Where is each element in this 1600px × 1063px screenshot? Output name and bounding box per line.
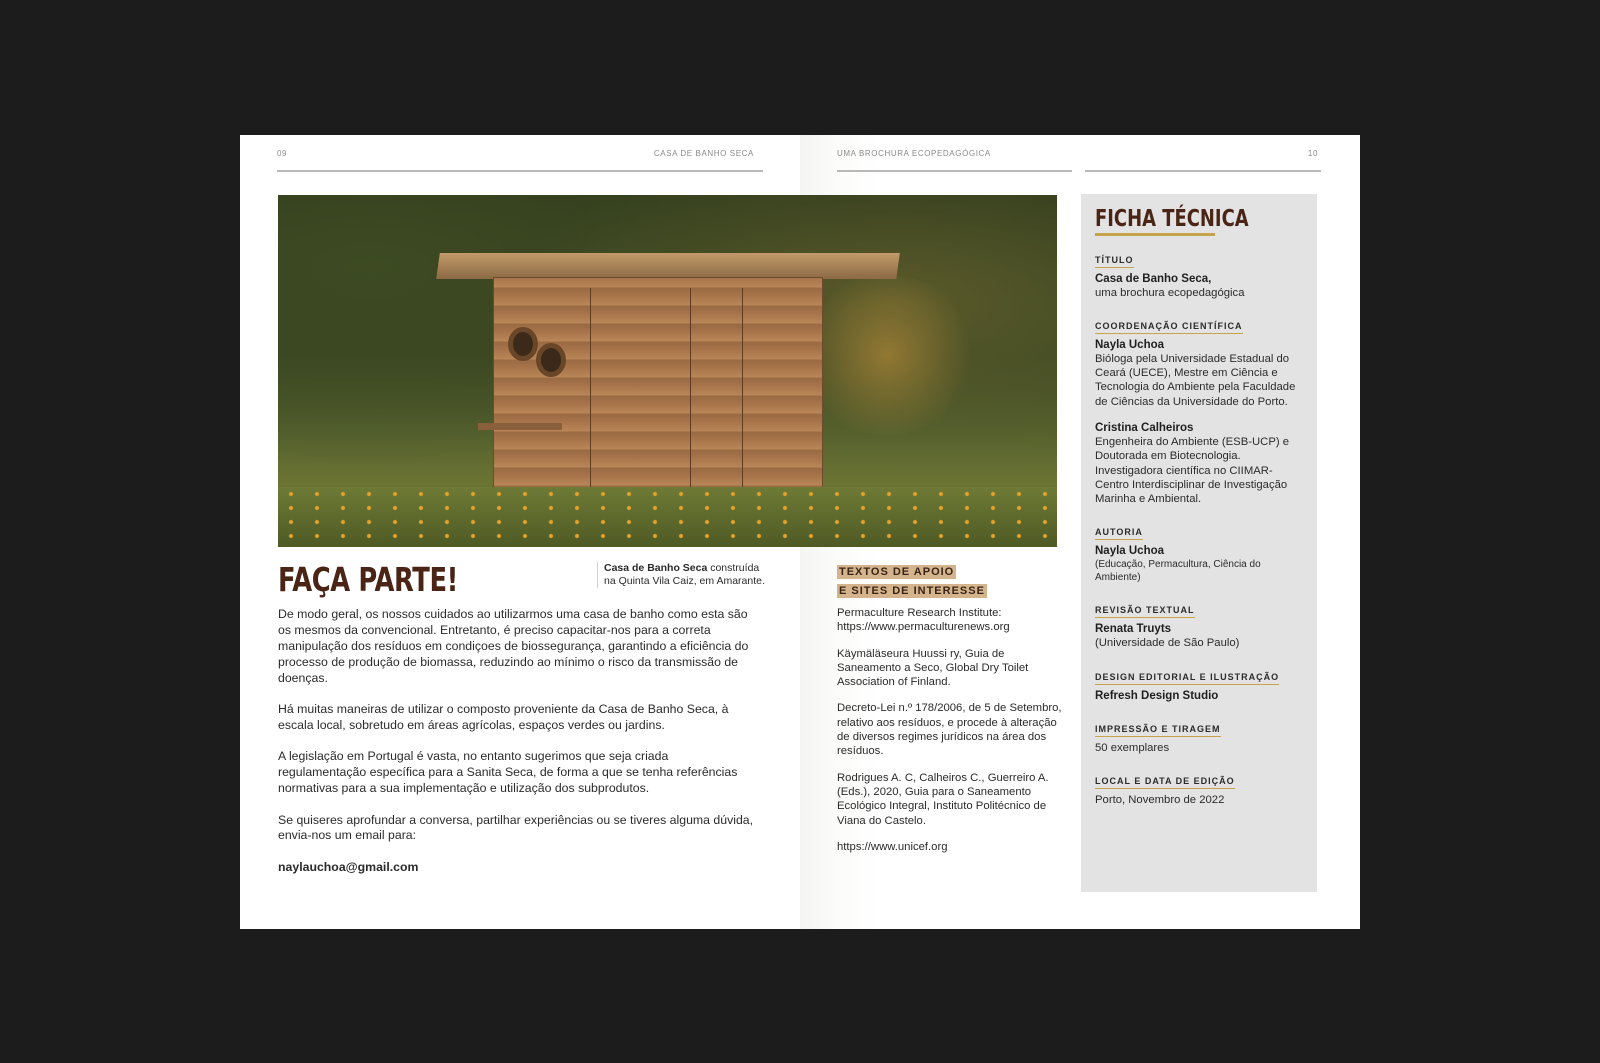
photo-caption bbox=[597, 562, 767, 588]
ficha-revisao bbox=[1095, 600, 1303, 650]
photo-door-line bbox=[742, 288, 743, 494]
ficha-person: Nayla Uchoa bbox=[1095, 545, 1165, 558]
reference-item: Käymäläseura Huussi ry, Guia de Saneamento a Seco, Global Dry Toilet Association of Finland. bbox=[837, 647, 1029, 689]
ficha-label: IMPRESSÃO E TIRAGEM bbox=[1095, 724, 1221, 737]
title-underline bbox=[1095, 233, 1215, 236]
page-number-left: 09 bbox=[277, 149, 288, 158]
references-heading-line1: TEXTOS DE APOIO bbox=[839, 566, 955, 578]
ficha-value: uma brochura ecopedagógica bbox=[1095, 286, 1245, 299]
ficha-label: COORDENAÇÃO CIENTÍFICA bbox=[1095, 321, 1243, 334]
ficha-design bbox=[1095, 667, 1303, 703]
ficha-local bbox=[1095, 771, 1303, 807]
left-page bbox=[240, 135, 800, 929]
caption-text: construída bbox=[707, 562, 760, 574]
header-rule-left bbox=[277, 170, 763, 172]
body-paragraph: A legislação em Portugal é vasta, no entanto sugerimos que seja criada regulamentação específica para a Sanita Seca, de forma a que se tenha referências normativas para a sua implementação e utilização dos subprodutos. bbox=[278, 749, 738, 796]
ficha-label: REVISÃO TEXTUAL bbox=[1095, 605, 1195, 618]
ficha-coordenacao bbox=[1095, 316, 1303, 507]
ficha-bio: (Educação, Permacultura, Ciência do Ambiente) bbox=[1095, 559, 1261, 584]
photo-door-line bbox=[590, 288, 591, 494]
dry-toilet-photo bbox=[278, 195, 1057, 547]
body-paragraph: De modo geral, os nossos cuidados ao utilizarmos uma casa de banho como esta são os mesmos da convencional. Entretanto, é preciso capacitar-nos para a correta manipulação dos resíduos em condiçoes de biossegurança, garantindo a eficiência do processo de produção de biomassa, reduzindo ao mínimo o risco da transmissão de doenças. bbox=[278, 607, 749, 685]
technical-sheet-title: FICHA TÉCNICA bbox=[1095, 206, 1249, 232]
page-number-right: 10 bbox=[1307, 149, 1318, 158]
body-text bbox=[278, 607, 758, 876]
ficha-value: Casa de Banho Seca, bbox=[1095, 272, 1212, 285]
ficha-value: Porto, Novembro de 2022 bbox=[1095, 794, 1225, 807]
technical-sheet-panel bbox=[1081, 194, 1317, 892]
contact-email-link[interactable]: naylauchoa@gmail.com bbox=[278, 859, 419, 874]
reference-item: Permaculture Research Institute: https://www.permaculturenews.org bbox=[837, 607, 1010, 634]
caption-text-line2: na Quinta Vila Caiz, em Amarante. bbox=[604, 575, 765, 587]
photo-porthole bbox=[536, 343, 566, 377]
ficha-bio: Engenheira do Ambiente (ESB-UCP) e Doutorada em Biotecnologia. Investigadora científica no CIIMAR-Centro Interdisciplinar de Investigação Marinha e Ambiental. bbox=[1095, 435, 1290, 506]
ficha-autoria bbox=[1095, 522, 1303, 584]
ficha-person: Cristina Calheiros bbox=[1095, 421, 1194, 434]
photo-autumn-tree bbox=[797, 275, 977, 435]
photo-porthole bbox=[508, 327, 538, 361]
ficha-titulo bbox=[1095, 250, 1303, 300]
ficha-bio: (Universidade de São Paulo) bbox=[1095, 637, 1240, 650]
brochure-spread bbox=[240, 135, 1360, 929]
ficha-value: 50 exemplares bbox=[1095, 741, 1170, 754]
reference-item: Rodrigues A. C, Calheiros C., Guerreiro A. (Eds.), 2020, Guia para o Saneamento Ecológico Integral, Instituto Politécnico de Viana do Castelo. bbox=[837, 771, 1049, 827]
header-rule-right-b bbox=[1085, 170, 1321, 172]
body-paragraph: Há muitas maneiras de utilizar o composto proveniente da Casa de Banho Seca, à escala local, sobretudo em áreas agrícolas, espaços verdes ou jardins. bbox=[278, 702, 729, 732]
photo-shed-roof bbox=[436, 253, 900, 279]
ficha-person: Nayla Uchoa bbox=[1095, 338, 1165, 351]
header-rule-right-a bbox=[837, 170, 1072, 172]
photo-door-line bbox=[690, 288, 691, 494]
photo-flower-meadow bbox=[278, 487, 1057, 547]
ficha-label: LOCAL E DATA DE EDIÇÃO bbox=[1095, 776, 1235, 789]
ficha-value: Refresh Design Studio bbox=[1095, 689, 1219, 702]
ficha-label: TÍTULO bbox=[1095, 255, 1134, 268]
photo-wooden-shed bbox=[493, 277, 823, 503]
ficha-label: DESIGN EDITORIAL E ILUSTRAÇÃO bbox=[1095, 672, 1279, 685]
ficha-person: Renata Truyts bbox=[1095, 623, 1172, 636]
ficha-bio: Bióloga pela Universidade Estadual do Ceará (UECE), Mestre em Ciência e Tecnologia do Ambiente pela Faculdade de Ciências da Universidade do Porto. bbox=[1095, 352, 1296, 408]
caption-bold: Casa de Banho Seca bbox=[604, 562, 708, 574]
ficha-label: AUTORIA bbox=[1095, 527, 1143, 540]
ficha-impressao bbox=[1095, 719, 1303, 755]
running-head-right: UMA BROCHURA ECOPEDAGÓGICA bbox=[837, 149, 991, 158]
references-heading bbox=[837, 562, 987, 600]
references-list bbox=[837, 606, 1067, 866]
reference-item: Decreto-Lei n.º 178/2006, de 5 de Setembro, relativo aos resíduos, e procede à alteração de diversos regimes jurídicos na área dos resíduos. bbox=[837, 702, 1062, 758]
references-heading-line2: E SITES DE INTERESSE bbox=[839, 585, 985, 597]
reference-link[interactable]: https://www.unicef.org bbox=[837, 840, 948, 853]
photo-sink-counter bbox=[478, 423, 562, 430]
page-headline: FAÇA PARTE! bbox=[278, 560, 459, 599]
body-paragraph: Se quiseres aprofundar a conversa, partilhar experiências ou se tiveres alguma dúvida, envia-nos um email para: bbox=[278, 812, 754, 843]
running-head-left: CASA DE BANHO SECA bbox=[653, 149, 754, 158]
